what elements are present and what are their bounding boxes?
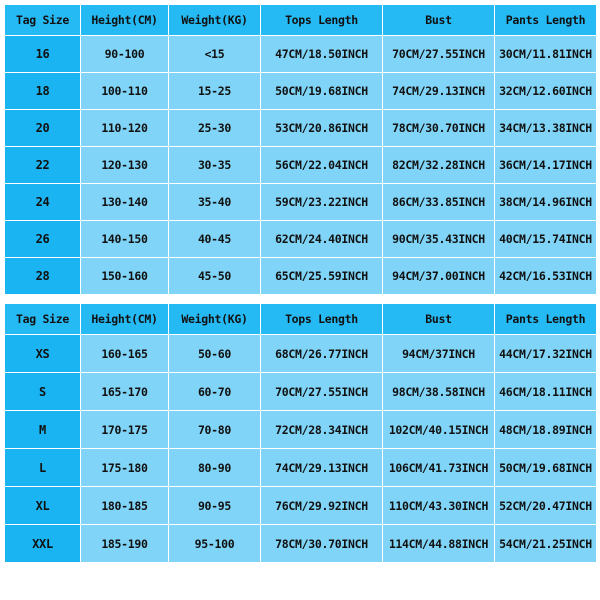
cell-weight: <15 — [169, 36, 261, 73]
cell-weight: 95-100 — [169, 525, 261, 563]
cell-tag-size: 18 — [5, 73, 81, 110]
cell-tag-size: XS — [5, 335, 81, 373]
cell-pants-length: 32CM/12.60INCH — [495, 73, 597, 110]
cell-bust: 90CM/35.43INCH — [383, 221, 495, 258]
cell-tops-length: 70CM/27.55INCH — [261, 373, 383, 411]
cell-tops-length: 50CM/19.68INCH — [261, 73, 383, 110]
cell-height: 150-160 — [81, 258, 169, 295]
cell-weight: 60-70 — [169, 373, 261, 411]
cell-tops-length: 62CM/24.40INCH — [261, 221, 383, 258]
cell-pants-length: 36CM/14.17INCH — [495, 147, 597, 184]
cell-tops-length: 47CM/18.50INCH — [261, 36, 383, 73]
cell-height: 160-165 — [81, 335, 169, 373]
cell-height: 180-185 — [81, 487, 169, 525]
cell-tops-length: 65CM/25.59INCH — [261, 258, 383, 295]
column-header-tops-length: Tops Length — [261, 304, 383, 335]
cell-weight: 30-35 — [169, 147, 261, 184]
cell-tops-length: 78CM/30.70INCH — [261, 525, 383, 563]
cell-pants-length: 34CM/13.38INCH — [495, 110, 597, 147]
table-row — [5, 73, 597, 110]
table-row — [5, 258, 597, 295]
cell-pants-length: 48CM/18.89INCH — [495, 411, 597, 449]
cell-tag-size: 20 — [5, 110, 81, 147]
cell-tops-length: 72CM/28.34INCH — [261, 411, 383, 449]
cell-weight: 45-50 — [169, 258, 261, 295]
cell-weight: 15-25 — [169, 73, 261, 110]
column-header-height: Height(CM) — [81, 5, 169, 36]
cell-tag-size: L — [5, 449, 81, 487]
adult-table-header — [5, 304, 597, 335]
cell-height: 140-150 — [81, 221, 169, 258]
column-header-weight: Weight(KG) — [169, 304, 261, 335]
cell-weight: 40-45 — [169, 221, 261, 258]
cell-bust: 78CM/30.70INCH — [383, 110, 495, 147]
column-header-tag-size: Tag Size — [5, 5, 81, 36]
cell-tag-size: 26 — [5, 221, 81, 258]
table-row — [5, 110, 597, 147]
cell-tag-size: 16 — [5, 36, 81, 73]
adult-size-chart-table — [4, 303, 597, 563]
table-row — [5, 487, 597, 525]
cell-tag-size: XXL — [5, 525, 81, 563]
cell-pants-length: 54CM/21.25INCH — [495, 525, 597, 563]
cell-height: 120-130 — [81, 147, 169, 184]
cell-pants-length: 38CM/14.96INCH — [495, 184, 597, 221]
cell-weight: 25-30 — [169, 110, 261, 147]
cell-bust: 86CM/33.85INCH — [383, 184, 495, 221]
column-header-height: Height(CM) — [81, 304, 169, 335]
table-row — [5, 373, 597, 411]
cell-pants-length: 46CM/18.11INCH — [495, 373, 597, 411]
cell-bust: 94CM/37INCH — [383, 335, 495, 373]
cell-tag-size: M — [5, 411, 81, 449]
cell-pants-length: 40CM/15.74INCH — [495, 221, 597, 258]
cell-weight: 90-95 — [169, 487, 261, 525]
cell-height: 165-170 — [81, 373, 169, 411]
cell-tops-length: 56CM/22.04INCH — [261, 147, 383, 184]
cell-height: 170-175 — [81, 411, 169, 449]
column-header-weight: Weight(KG) — [169, 5, 261, 36]
cell-tops-length: 74CM/29.13INCH — [261, 449, 383, 487]
cell-pants-length: 44CM/17.32INCH — [495, 335, 597, 373]
cell-tops-length: 59CM/23.22INCH — [261, 184, 383, 221]
table-header-row — [5, 5, 597, 36]
cell-height: 90-100 — [81, 36, 169, 73]
cell-tag-size: XL — [5, 487, 81, 525]
cell-pants-length: 42CM/16.53INCH — [495, 258, 597, 295]
cell-bust: 102CM/40.15INCH — [383, 411, 495, 449]
column-header-bust: Bust — [383, 5, 495, 36]
cell-bust: 70CM/27.55INCH — [383, 36, 495, 73]
table-row — [5, 147, 597, 184]
cell-tag-size: 22 — [5, 147, 81, 184]
column-header-pants-length: Pants Length — [495, 304, 597, 335]
cell-tag-size: 24 — [5, 184, 81, 221]
cell-tops-length: 76CM/29.92INCH — [261, 487, 383, 525]
column-header-bust: Bust — [383, 304, 495, 335]
cell-bust: 98CM/38.58INCH — [383, 373, 495, 411]
cell-weight: 70-80 — [169, 411, 261, 449]
cell-bust: 94CM/37.00INCH — [383, 258, 495, 295]
cell-height: 110-120 — [81, 110, 169, 147]
cell-tops-length: 68CM/26.77INCH — [261, 335, 383, 373]
adult-table-body — [5, 335, 597, 563]
cell-pants-length: 50CM/19.68INCH — [495, 449, 597, 487]
cell-bust: 106CM/41.73INCH — [383, 449, 495, 487]
column-header-pants-length: Pants Length — [495, 5, 597, 36]
table-row — [5, 449, 597, 487]
cell-weight: 35-40 — [169, 184, 261, 221]
cell-weight: 50-60 — [169, 335, 261, 373]
column-header-tag-size: Tag Size — [5, 304, 81, 335]
table-row — [5, 525, 597, 563]
cell-height: 100-110 — [81, 73, 169, 110]
cell-bust: 82CM/32.28INCH — [383, 147, 495, 184]
table-row — [5, 184, 597, 221]
cell-height: 175-180 — [81, 449, 169, 487]
column-header-tops-length: Tops Length — [261, 5, 383, 36]
cell-bust: 110CM/43.30INCH — [383, 487, 495, 525]
cell-tag-size: 28 — [5, 258, 81, 295]
table-row — [5, 221, 597, 258]
table-row — [5, 36, 597, 73]
table-header-row — [5, 304, 597, 335]
cell-pants-length: 52CM/20.47INCH — [495, 487, 597, 525]
cell-height: 185-190 — [81, 525, 169, 563]
cell-pants-length: 30CM/11.81INCH — [495, 36, 597, 73]
cell-weight: 80-90 — [169, 449, 261, 487]
cell-bust: 74CM/29.13INCH — [383, 73, 495, 110]
kids-size-chart-table — [4, 4, 597, 295]
cell-height: 130-140 — [81, 184, 169, 221]
table-row — [5, 335, 597, 373]
kids-table-header — [5, 5, 597, 36]
cell-tag-size: S — [5, 373, 81, 411]
kids-table-body — [5, 36, 597, 295]
cell-tops-length: 53CM/20.86INCH — [261, 110, 383, 147]
cell-bust: 114CM/44.88INCH — [383, 525, 495, 563]
table-row — [5, 411, 597, 449]
